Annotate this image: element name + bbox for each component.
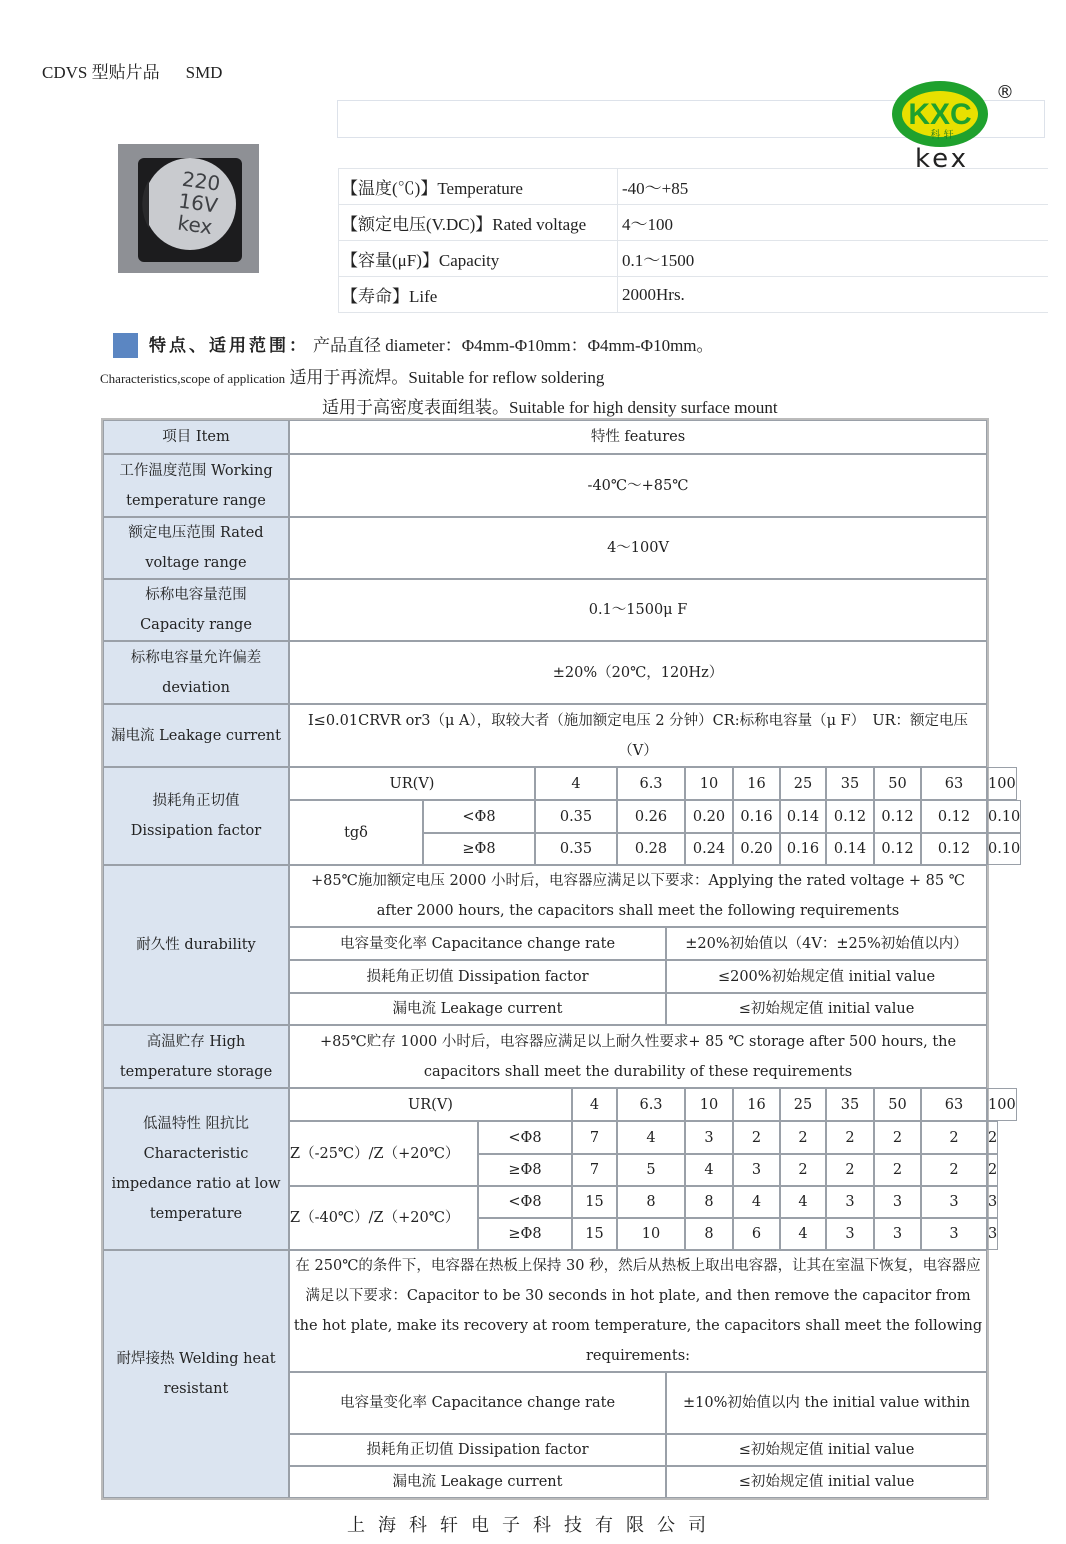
- lt-voltage: 25: [780, 1088, 826, 1121]
- lt-voltage: 100: [987, 1088, 1017, 1121]
- df-voltage: 63: [921, 767, 987, 800]
- df-value-ge8: 0.16: [780, 833, 826, 865]
- df-value-lt8: 0.10: [987, 800, 1021, 833]
- label-dissipation: 损耗角正切值 Dissipation factor: [103, 767, 289, 865]
- features-line-2-small: Characteristics,scope of application: [100, 371, 286, 386]
- df-value-ge8: 0.12: [874, 833, 921, 865]
- lt-value: 2: [780, 1121, 826, 1154]
- lt-value: 2: [826, 1121, 874, 1154]
- durability-item-value: ±20%初始值以（4V：±25%初始值以内）: [666, 927, 987, 960]
- durability-item-key: 电容量变化率 Capacitance change rate: [289, 927, 666, 960]
- kex-logo: [884, 78, 1014, 174]
- lt-voltage: 63: [921, 1088, 987, 1121]
- spec-row-capacity: [339, 241, 1049, 277]
- lt-value: 4: [780, 1218, 826, 1250]
- lt-value: 8: [685, 1186, 733, 1218]
- lt-lt8-label: <Φ8: [478, 1186, 572, 1218]
- characteristics-table: [101, 418, 1021, 1500]
- label-capacity: 标称电容量范围 Capacity range: [103, 579, 289, 641]
- lt-lt8-label: <Φ8: [478, 1121, 572, 1154]
- lt-ge8-label: ≥Φ8: [478, 1154, 572, 1186]
- label-working-temp: 工作温度范围 Working temperature range: [103, 454, 289, 517]
- welding-description: 在 250℃的条件下，电容器在热板上保持 30 秒，然后从热板上取出电容器，让其在室温下恢复，电容器应满足以下要求：Capacitor to be 30 seconds in hot plate, and then remove the capacitor from the hot plate, make its recovery at room temperature, the capacitors shall meet the following requirements:: [289, 1250, 987, 1372]
- lt-voltage: 10: [685, 1088, 733, 1121]
- header-features: 特性 features: [289, 420, 987, 454]
- features-heading-label: 特点、适用范围：: [149, 336, 309, 355]
- durability-item-value: ≤200%初始规定值 initial value: [666, 960, 987, 993]
- features-heading: [149, 331, 714, 356]
- lt-ge8-label: ≥Φ8: [478, 1218, 572, 1250]
- lt-value: 15: [572, 1186, 617, 1218]
- lt-voltage: 16: [733, 1088, 780, 1121]
- df-ge8-label: ≥Φ8: [423, 833, 535, 865]
- label-rated-voltage: 额定电压范围 Rated voltage range: [103, 517, 289, 579]
- spec-label: 【额定电压(V.DC)】Rated voltage: [339, 205, 618, 241]
- df-value-lt8: 0.20: [685, 800, 733, 833]
- lt-value: 2: [826, 1154, 874, 1186]
- welding-item-value: ≤初始规定值 initial value: [666, 1434, 987, 1466]
- label-low-temp: 低温特性 阻抗比 Characteristic impedance ratio at low temperature: [103, 1088, 289, 1250]
- df-value-ge8: 0.14: [826, 833, 874, 865]
- lt-value: 2: [987, 1154, 998, 1186]
- features-line-1: 产品直径 diameter：Φ4mm-Φ10mm：Φ4mm-Φ10mm。: [313, 336, 714, 355]
- lt-value: 3: [826, 1218, 874, 1250]
- spec-row-life: [339, 277, 1049, 313]
- df-voltage: 16: [733, 767, 780, 800]
- df-tg-label: tgδ: [289, 800, 423, 865]
- company-footer: 上海科轩电子科技有限公司: [347, 1515, 719, 1536]
- durability-item-value: ≤初始规定值 initial value: [666, 993, 987, 1025]
- lt-value: 5: [617, 1154, 685, 1186]
- lt-value: 7: [572, 1154, 617, 1186]
- spec-row-temperature: [339, 169, 1049, 205]
- registered-mark: ®: [996, 82, 1014, 103]
- df-value-lt8: 0.12: [874, 800, 921, 833]
- spec-row-voltage: [339, 205, 1049, 241]
- lt-value: 3: [987, 1186, 998, 1218]
- series-title: CDVS 型贴片品: [42, 63, 160, 82]
- lt-value: 4: [685, 1154, 733, 1186]
- lt-value: 6: [733, 1218, 780, 1250]
- lt-voltage: 6.3: [617, 1088, 685, 1121]
- value-deviation: ±20%（20℃，120Hz）: [289, 641, 987, 704]
- lt-value: 4: [780, 1186, 826, 1218]
- spec-value: 2000Hrs.: [618, 277, 1049, 313]
- df-value-lt8: 0.12: [921, 800, 987, 833]
- lt-value: 3: [733, 1154, 780, 1186]
- durability-description: +85℃施加额定电压 2000 小时后，电容器应满足以下要求：Applying the rated voltage + 85 ℃ after 2000 hours, the capacitors shall meet the following requirements: [289, 865, 987, 927]
- df-value-ge8: 0.20: [733, 833, 780, 865]
- type-title: SMD: [185, 63, 223, 82]
- df-value-ge8: 0.35: [535, 833, 617, 865]
- welding-item-key: 损耗角正切值 Dissipation factor: [289, 1434, 666, 1466]
- logo-mark: KXC: [908, 98, 972, 131]
- marking-220: 220: [180, 166, 222, 196]
- df-value-lt8: 0.14: [780, 800, 826, 833]
- value-leakage: I≤0.01CRVR or3（μ A），取较大者（施加额定电压 2 分钟）CR:标称电容量（μ F） UR：额定电压（V）: [289, 704, 987, 767]
- features-line-3: 适用于高密度表面组装。Suitable for high density surface mount: [322, 398, 778, 417]
- value-capacity: 0.1～1500μ F: [289, 579, 987, 641]
- lt-ur-label: UR(V): [289, 1088, 572, 1121]
- spec-label: 【容量(μF)】Capacity: [339, 241, 618, 277]
- lt-value: 4: [733, 1186, 780, 1218]
- value-storage: +85℃贮存 1000 小时后，电容器应满足以上耐久性要求+ 85 ℃ storage after 500 hours, the capacitors shall meet the durability of these requirements: [289, 1025, 987, 1088]
- df-value-ge8: 0.24: [685, 833, 733, 865]
- header-item: 项目 Item: [103, 420, 289, 454]
- spec-summary-table: [338, 168, 1048, 313]
- value-rated-voltage: 4～100V: [289, 517, 987, 579]
- df-voltage: 4: [535, 767, 617, 800]
- lt-value: 2: [733, 1121, 780, 1154]
- marking-16v: 16V: [177, 188, 220, 218]
- label-deviation: 标称电容量允许偏差 deviation: [103, 641, 289, 704]
- lt-value: 7: [572, 1121, 617, 1154]
- df-value-lt8: 0.26: [617, 800, 685, 833]
- welding-item-key: 漏电流 Leakage current: [289, 1466, 666, 1498]
- page-title: [42, 58, 248, 83]
- lt-value: 2: [874, 1154, 921, 1186]
- lt-z25-label: Z（-25℃）/Z（+20℃）: [289, 1121, 478, 1186]
- features-line-2: [100, 363, 604, 388]
- lt-voltage: 35: [826, 1088, 874, 1121]
- spec-value: -40～+85: [618, 169, 1049, 205]
- lt-value: 3: [921, 1218, 987, 1250]
- lt-value: 3: [874, 1218, 921, 1250]
- spec-label: 【寿命】Life: [339, 277, 618, 313]
- durability-item-key: 漏电流 Leakage current: [289, 993, 666, 1025]
- logo-chars: 科 轩: [930, 130, 954, 141]
- df-lt8-label: <Φ8: [423, 800, 535, 833]
- df-voltage: 35: [826, 767, 874, 800]
- df-value-ge8: 0.28: [617, 833, 685, 865]
- df-voltage: 50: [874, 767, 921, 800]
- lt-value: 2: [921, 1154, 987, 1186]
- welding-item-value: ±10%初始值以内 the initial value within: [666, 1372, 987, 1434]
- welding-item-value: ≤初始规定值 initial value: [666, 1466, 987, 1498]
- label-durability: 耐久性 durability: [103, 865, 289, 1025]
- df-voltage: 100: [987, 767, 1017, 800]
- lt-value: 3: [874, 1186, 921, 1218]
- df-ur-label: UR(V): [289, 767, 535, 800]
- lt-value: 2: [921, 1121, 987, 1154]
- section-marker: [113, 333, 138, 358]
- lt-value: 3: [921, 1186, 987, 1218]
- lt-value: 3: [987, 1218, 998, 1250]
- capacitor-photo: [118, 144, 259, 273]
- label-storage: 高温贮存 High temperature storage: [103, 1025, 289, 1088]
- df-value-lt8: 0.35: [535, 800, 617, 833]
- spec-value: 4～100: [618, 205, 1049, 241]
- durability-item-key: 损耗角正切值 Dissipation factor: [289, 960, 666, 993]
- logo-text: kex: [914, 144, 970, 174]
- lt-value: 8: [685, 1218, 733, 1250]
- lt-value: 3: [685, 1121, 733, 1154]
- welding-item-key: 电容量变化率 Capacitance change rate: [289, 1372, 666, 1434]
- marking-kex: kex: [176, 210, 214, 240]
- features-line-2-text: 适用于再流焊。Suitable for reflow soldering: [285, 368, 605, 387]
- lt-value: 4: [617, 1121, 685, 1154]
- lt-value: 2: [987, 1121, 998, 1154]
- value-working-temp: -40℃～+85℃: [289, 454, 987, 517]
- lt-voltage: 4: [572, 1088, 617, 1121]
- df-value-lt8: 0.16: [733, 800, 780, 833]
- df-voltage: 25: [780, 767, 826, 800]
- lt-value: 15: [572, 1218, 617, 1250]
- label-welding: 耐焊接热 Welding heat resistant: [103, 1250, 289, 1498]
- lt-voltage: 50: [874, 1088, 921, 1121]
- label-leakage: 漏电流 Leakage current: [103, 704, 289, 767]
- spec-label: 【温度(℃)】Temperature: [339, 169, 618, 205]
- lt-z40-label: Z（-40℃）/Z（+20℃）: [289, 1186, 478, 1250]
- df-value-lt8: 0.12: [826, 800, 874, 833]
- df-voltage: 10: [685, 767, 733, 800]
- lt-value: 3: [826, 1186, 874, 1218]
- lt-value: 10: [617, 1218, 685, 1250]
- df-voltage: 6.3: [617, 767, 685, 800]
- lt-value: 2: [780, 1154, 826, 1186]
- lt-value: 2: [874, 1121, 921, 1154]
- df-value-ge8: 0.12: [921, 833, 987, 865]
- lt-value: 8: [617, 1186, 685, 1218]
- df-value-ge8: 0.10: [987, 833, 1021, 865]
- spec-value: 0.1～1500: [618, 241, 1049, 277]
